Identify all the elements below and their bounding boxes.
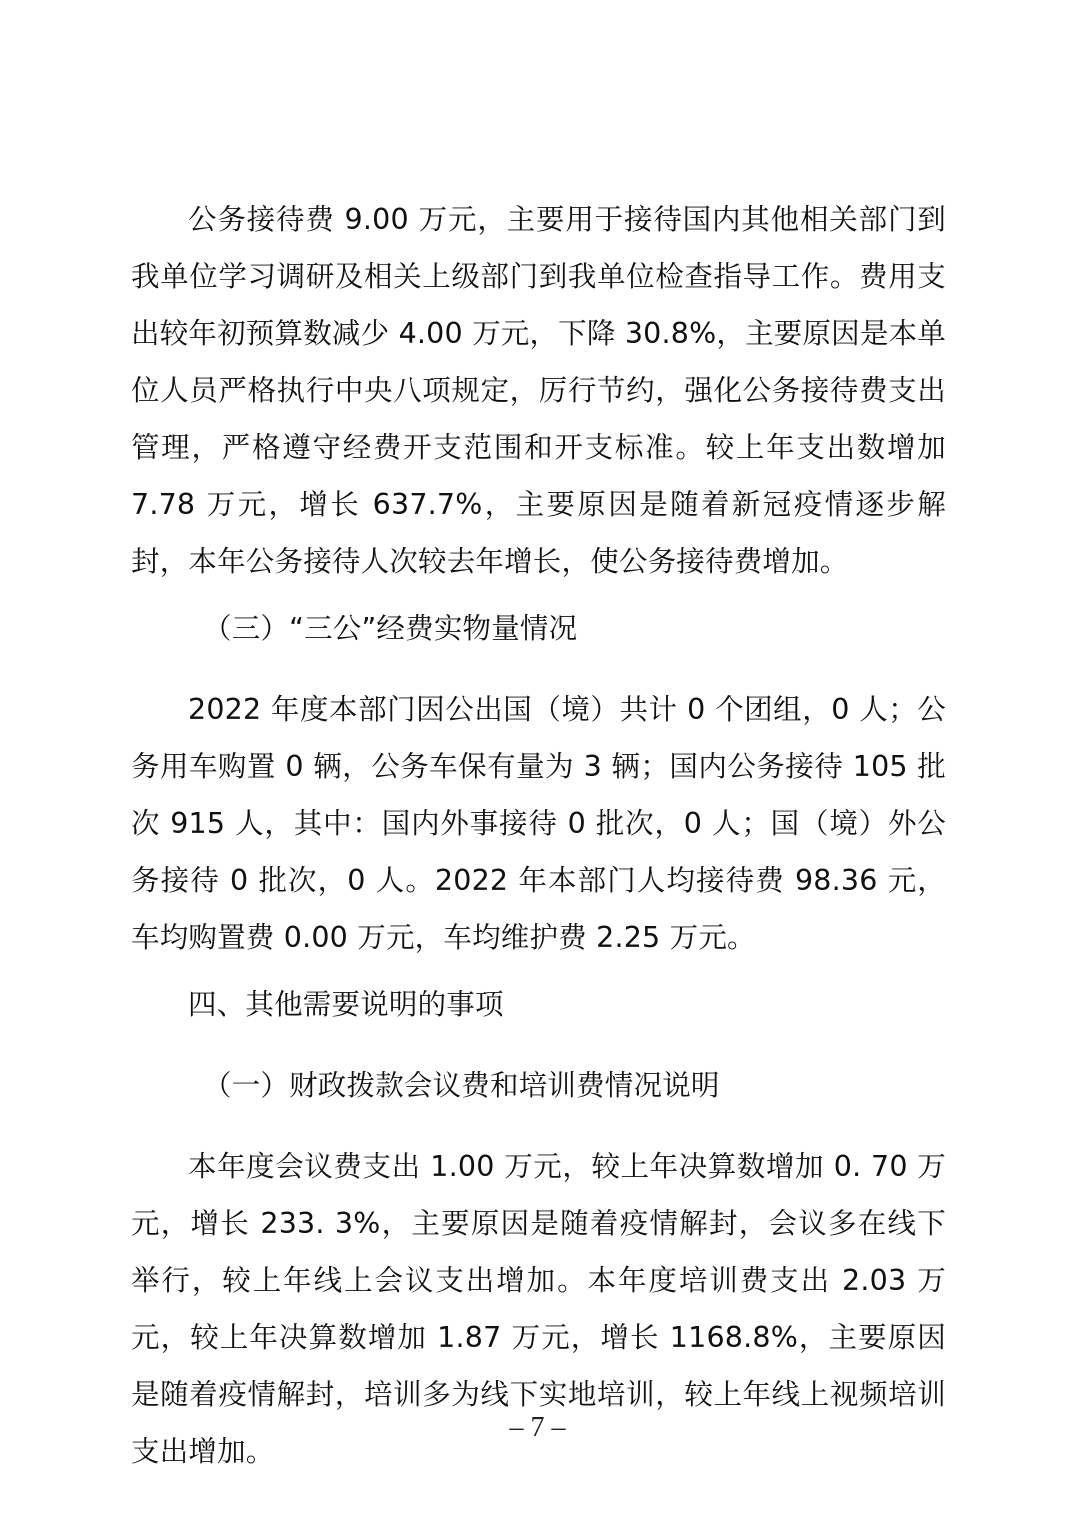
heading-sangong-quantity: （三）“三公”经费实物量情况 bbox=[203, 612, 578, 645]
paragraph-reception-expenses: 公务接待费 9.00 万元，主要用于接待国内其他相关部门到我单位学习调研及相关上级部门到我单位检查指导工作。费用支出较年初预算数减少 4.00 万元，下降 30.8%，主要原因是本单位人员严格执行中央八项规定，厉行节约，强化公务接待费支出管理，严格遵守经费开支范围和开支标准。较上年支出数增加 7.78 万元，增长 637.7%，主要原因是随着新冠疫情逐步解封，本年公务接待人次较去年增长，使公务接待费增加。 bbox=[131, 203, 946, 578]
page-number: – 7 – bbox=[509, 1412, 566, 1443]
heading-section-four: 四、其他需要说明的事项 bbox=[188, 988, 504, 1021]
spacer bbox=[131, 966, 946, 976]
spacer bbox=[131, 1114, 946, 1138]
document-body bbox=[131, 191, 946, 1480]
paragraph-meeting-training: 本年度会议费支出 1.00 万元，较上年决算数增加 0. 70 万元，增长 233. 3%，主要原因是随着疫情解封，会议多在线下举行，较上年线上会议支出增加。本年度培训费支出 2.03 万元，较上年决算数增加 1.87 万元，增长 1168.8%，主要原因是随着疫情解封，培训多为线下实地培训，较上年线上视频培训支出增加。 bbox=[131, 1150, 946, 1468]
spacer bbox=[131, 590, 946, 600]
paragraph-sangong-quantity: 2022 年度本部门因公出国（境）共计 0 个团组，0 人；公务用车购置 0 辆，公务车保有量为 3 辆；国内公务接待 105 批次 915 人，其中：国内外事接待 0 批次，0 人；国（境）外公务接待 0 批次，0 人。2022 年本部门人均接待费 98.36 元，车均购置费 0.00 万元，车均维护费 2.25 万元。 bbox=[131, 693, 946, 954]
spacer bbox=[131, 1033, 946, 1057]
heading-meeting-training: （一）财政拨款会议费和培训费情况说明 bbox=[203, 1069, 720, 1102]
spacer bbox=[131, 657, 946, 681]
